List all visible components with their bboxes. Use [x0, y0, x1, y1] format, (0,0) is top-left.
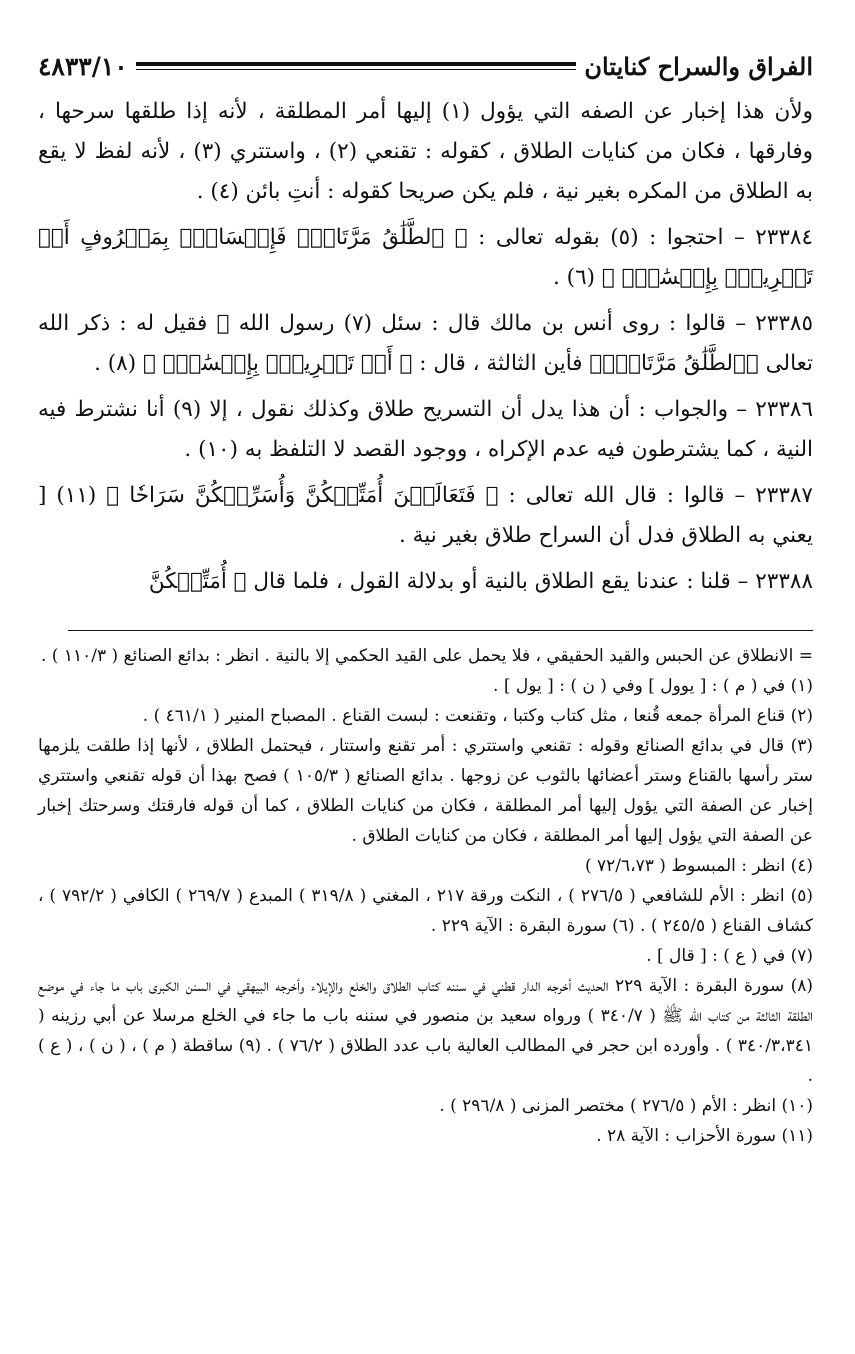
footnote-separator	[68, 630, 813, 631]
footnote: (٨) سورة البقرة : الآية ٢٢٩ الحديث أخرجه الدار قطني في سننه كتاب الطلاق والخلع والإيلاء وأخرجه البيهقي في السنن الكبرى باب ما جاء في موضع الطلقة الثالثة من كتاب الله ﷺ ( ٣٤٠/٧ ) ورواه سعيد بن منصور في سننه باب ما جاء في الخلع مرسلا عن أبي رزينه ( ٣٤٠/٣،٣٤١ ) . وأورده ابن حجر في المطالب العالية باب عدد الطلاق ( ٧٦/٢ ) . (٩) ساقطة ( م ) ، ( ن ) ، ( ع ) .	[38, 976, 813, 1086]
paragraph: ٢٣٣٨٧ – قالوا : قال الله تعالى : ﴿ فَتَعَالَيۡنَ أُمَتِّعۡكُنَّ وَأُسَرِّحۡكُنَّ سَرَاحٗا ﴾ (١١) [ يعني به الطلاق فدل أن السراح طلاق بغير نية .	[38, 483, 813, 548]
page-reference: ٤٨٣٣/١٠	[38, 51, 128, 81]
page	[38, 40, 813, 1151]
paragraph: ٢٣٣٨٥ – قالوا : روى أنس بن مالك قال : سئل (٧) رسول الله ﷺ فقيل له : ذكر الله تعالى ﴿ٱلطَّلَٰقُ مَرَّتَانِۖ﴾ فأين الثالثة ، قال : ﴿ أَوۡ تَسۡرِيحُۢ بِإِحۡسَٰنٖۗ ﴾ (٨) .	[38, 311, 813, 376]
paragraph: ولأن هذا إخبار عن الصفه التي يؤول (١) إليها أمر المطلقة ، لأنه إذا طلقها سرحها ، وفارقها ، فكان من كنايات الطلاق ، كقوله : تقنعي (٢) ، واستتري (٣) ، لأنه لفظ لا يقع به الطلاق من المكره بغير نية ، فلم يكن صريحا كقوله : أنتِ بائن (٤) .	[38, 99, 813, 204]
paragraph: ٢٣٣٨٨ – قلنا : عندنا يقع الطلاق بالنية أو بدلالة القول ، فلما قال ﴿ أُمَتِّعۡكُنَّ	[148, 569, 813, 594]
footnote: (٧) في ( ع ) : [ قال ] .	[646, 946, 813, 966]
header-title: الفراق والسراح كنايتان	[584, 51, 813, 81]
footnote: (٤) انظر : المبسوط ( ٧٢/٦،٧٣ )	[584, 856, 813, 876]
footnotes	[38, 641, 813, 1151]
paragraph: ٢٣٣٨٦ – والجواب : أن هذا يدل أن التسريح طلاق وكذلك نقول ، إلا (٩) أنا نشترط فيه النية ، كما يشترطون فيه عدم الإكراه ، ووجود القصد لا التلفظ به (١٠) .	[38, 397, 813, 462]
running-header	[38, 40, 813, 92]
main-text	[38, 92, 813, 602]
footnote: (١١) سورة الأحزاب : الآية ٢٨ .	[596, 1126, 813, 1146]
footnote: (٢) قناع المرأة جمعه قُنعا ، مثل كتاب وكتبا ، وتقنعت : لبست القناع . المصباح المنير ( ٤٦١/١ ) .	[142, 706, 813, 726]
footnote: (١٠) انظر : الأم ( ٢٧٦/٥ ) مختصر المزنى ( ٢٩٦/٨ ) .	[439, 1096, 813, 1116]
footnote: (٣) قال في بدائع الصنائع وقوله : تقنعي واستتري : أمر تقنع واستتار ، فيحتمل الطلاق ، لأنها إذا طلقت يلزمها ستر رأسها بالقناع وستر أعضائها بالثوب عن زوجها . بدائع الصنائع ( ١٠٥/٣ ) فصح بهذا أن قوله تقنعي واستتري إخبار عن الصفة التي يؤول إليها أمر المطلقة ، فكان من كنايات الطلاق ، كما أن قوله فارقتك وسرحتك إخبار عن الصفة التي يؤول إليها أمر المطلقة ، فكان من كنايات الطلاق .	[38, 736, 813, 846]
footnote: (٥) انظر : الأم للشافعي ( ٢٧٦/٥ ) ، النكت ورقة ٢١٧ ، المغني ( ٣١٩/٨ ) المبدع ( ٢٦٩/٧ ) الكافي ( ٧٩٢/٢ ) ، كشاف القناع ( ٢٤٥/٥ ) . (٦) سورة البقرة : الآية ٢٢٩ .	[38, 886, 814, 936]
paragraph: ٢٣٣٨٤ – احتجوا : (٥) بقوله تعالى : ﴿ ٱلطَّلَٰقُ مَرَّتَانِۖ فَإِمۡسَاكُۢ بِمَعۡرُوفٍ أَوۡ تَسۡرِيحُۢ بِإِحۡسَٰنٖۗ ﴾ (٦) .	[38, 225, 813, 290]
footnote: (١) في ( م ) : [ يوول ] وفي ( ن ) : [ يول ] .	[493, 676, 813, 696]
header-rule	[136, 62, 577, 70]
footnote: = الانطلاق عن الحبس والقيد الحقيقي ، فلا يحمل على القيد الحكمي إلا بالنية . انظر : بدائع الصنائع ( ١١٠/٣ ) .	[40, 646, 813, 666]
